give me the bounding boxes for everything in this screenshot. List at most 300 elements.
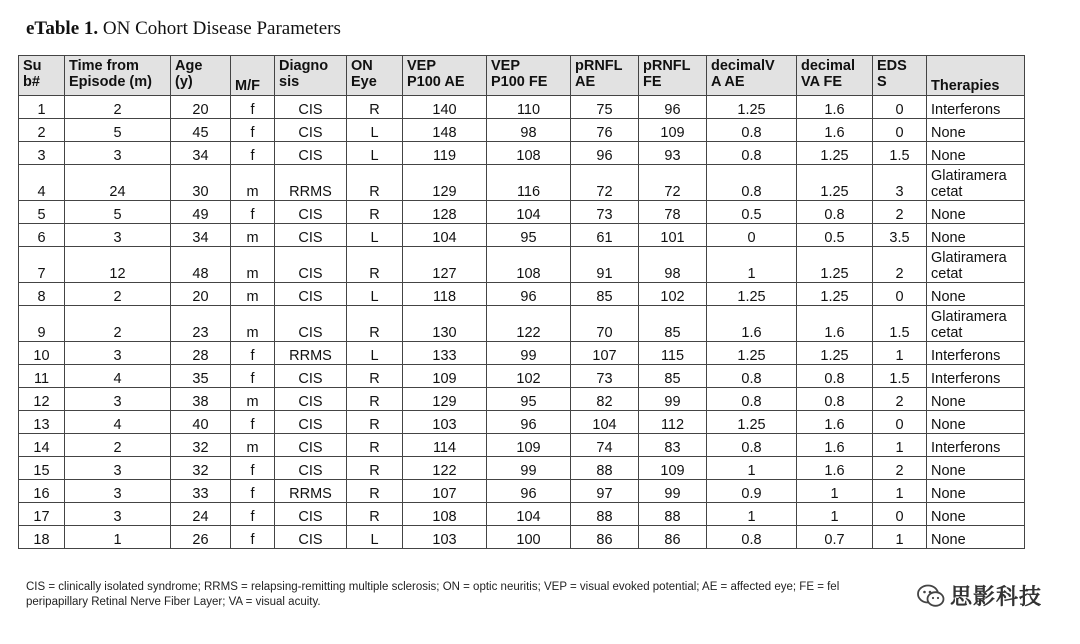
table-row	[19, 247, 1025, 283]
cell-time: 3	[65, 224, 171, 247]
therapy-line: Interferons	[931, 348, 1001, 364]
table-title-bold: eTable 1.	[26, 18, 99, 39]
cell-therapies	[927, 434, 1025, 457]
cell-time: 12	[65, 247, 171, 283]
cell-vep-ae: 129	[403, 165, 487, 201]
cell-prnfl-fe: 112	[639, 411, 707, 434]
cell-eye: R	[347, 247, 403, 283]
cell-sub: 3	[19, 142, 65, 165]
cell-edss: 3	[873, 165, 927, 201]
cell-vep-fe: 116	[487, 165, 571, 201]
header-line: sis	[279, 74, 300, 90]
cell-edss: 3.5	[873, 224, 927, 247]
cell-time: 3	[65, 342, 171, 365]
cell-prnfl-fe: 98	[639, 247, 707, 283]
cell-va-ae: 1	[707, 503, 797, 526]
cell-va-ae: 0.8	[707, 434, 797, 457]
cell-therapies	[927, 480, 1025, 503]
cell-therapies	[927, 96, 1025, 119]
cell-age: 49	[171, 201, 231, 224]
cell-time: 4	[65, 411, 171, 434]
cell-therapies	[927, 224, 1025, 247]
therapy-line: cetat	[931, 266, 963, 282]
cell-edss: 1.5	[873, 306, 927, 342]
cell-time: 3	[65, 142, 171, 165]
cell-diag: CIS	[275, 526, 347, 549]
cell-mf: f	[231, 480, 275, 503]
cell-prnfl-ae: 70	[571, 306, 639, 342]
header-line: A AE	[711, 74, 745, 90]
cell-vep-fe: 108	[487, 142, 571, 165]
cell-vep-fe: 108	[487, 247, 571, 283]
cell-therapies	[927, 365, 1025, 388]
cell-time: 2	[65, 283, 171, 306]
cell-age: 20	[171, 96, 231, 119]
cell-edss: 1	[873, 526, 927, 549]
cell-edss: 1	[873, 434, 927, 457]
table-row	[19, 306, 1025, 342]
cell-prnfl-fe: 101	[639, 224, 707, 247]
cell-vep-ae: 130	[403, 306, 487, 342]
table-row	[19, 388, 1025, 411]
cell-prnfl-fe: 115	[639, 342, 707, 365]
cell-vep-fe: 104	[487, 201, 571, 224]
cell-edss: 0	[873, 283, 927, 306]
cell-prnfl-ae: 88	[571, 457, 639, 480]
cell-sub: 18	[19, 526, 65, 549]
cell-vep-ae: 108	[403, 503, 487, 526]
table-title	[26, 18, 341, 40]
header-line: ON	[351, 58, 373, 74]
cell-time: 5	[65, 119, 171, 142]
cell-va-ae: 0.8	[707, 526, 797, 549]
cell-eye: R	[347, 480, 403, 503]
table-row	[19, 480, 1025, 503]
column-header-edss	[873, 56, 927, 96]
cell-sub: 14	[19, 434, 65, 457]
cell-diag: RRMS	[275, 480, 347, 503]
therapy-line: None	[931, 463, 966, 479]
cell-va-ae: 1.25	[707, 411, 797, 434]
table-row	[19, 526, 1025, 549]
cell-eye: R	[347, 96, 403, 119]
cell-vep-fe: 95	[487, 388, 571, 411]
cell-vep-ae: 119	[403, 142, 487, 165]
header-line: decimal	[801, 58, 855, 74]
header-line: M/F	[235, 78, 260, 94]
cell-va-ae: 0.8	[707, 119, 797, 142]
cell-diag: CIS	[275, 119, 347, 142]
cell-time: 3	[65, 503, 171, 526]
therapy-line: None	[931, 486, 966, 502]
therapy-line: None	[931, 394, 966, 410]
cell-sub: 13	[19, 411, 65, 434]
cell-prnfl-ae: 72	[571, 165, 639, 201]
cell-va-fe: 1.6	[797, 411, 873, 434]
cell-edss: 2	[873, 201, 927, 224]
cell-prnfl-ae: 91	[571, 247, 639, 283]
cell-eye: L	[347, 526, 403, 549]
header-line: Time from	[69, 58, 139, 74]
cell-mf: f	[231, 342, 275, 365]
cell-therapies	[927, 388, 1025, 411]
cell-age: 32	[171, 434, 231, 457]
cell-eye: R	[347, 165, 403, 201]
cell-vep-ae: 109	[403, 365, 487, 388]
cell-age: 35	[171, 365, 231, 388]
cell-vep-fe: 122	[487, 306, 571, 342]
cell-age: 23	[171, 306, 231, 342]
cell-eye: L	[347, 224, 403, 247]
header-line: S	[877, 74, 887, 90]
cell-age: 38	[171, 388, 231, 411]
cell-vep-fe: 96	[487, 411, 571, 434]
cell-eye: L	[347, 342, 403, 365]
cell-va-ae: 1	[707, 247, 797, 283]
cell-edss: 2	[873, 247, 927, 283]
cell-vep-ae: 103	[403, 526, 487, 549]
cell-mf: f	[231, 142, 275, 165]
cell-edss: 1	[873, 480, 927, 503]
therapy-line: None	[931, 230, 966, 246]
cell-age: 24	[171, 503, 231, 526]
cell-vep-ae: 148	[403, 119, 487, 142]
therapy-line: None	[931, 532, 966, 548]
header-line: Su	[23, 58, 42, 74]
cell-mf: m	[231, 388, 275, 411]
cell-mf: f	[231, 365, 275, 388]
cell-age: 30	[171, 165, 231, 201]
cell-mf: m	[231, 224, 275, 247]
cell-prnfl-fe: 88	[639, 503, 707, 526]
cell-prnfl-ae: 86	[571, 526, 639, 549]
cell-vep-fe: 110	[487, 96, 571, 119]
cell-diag: CIS	[275, 306, 347, 342]
cell-prnfl-ae: 107	[571, 342, 639, 365]
therapy-line: Interferons	[931, 371, 1001, 387]
cell-diag: CIS	[275, 411, 347, 434]
table-row	[19, 165, 1025, 201]
cell-va-fe: 1.25	[797, 342, 873, 365]
cell-therapies	[927, 411, 1025, 434]
header-line: Episode (m)	[69, 74, 152, 90]
cell-edss: 0	[873, 411, 927, 434]
table-body	[19, 96, 1025, 549]
therapy-line: None	[931, 207, 966, 223]
header-line: P100 AE	[407, 74, 465, 90]
cell-mf: f	[231, 411, 275, 434]
cell-vep-fe: 96	[487, 283, 571, 306]
cell-vep-ae: 104	[403, 224, 487, 247]
therapy-line: None	[931, 125, 966, 141]
cell-va-ae: 1.6	[707, 306, 797, 342]
cell-mf: f	[231, 119, 275, 142]
table-row	[19, 224, 1025, 247]
cell-therapies	[927, 119, 1025, 142]
cell-edss: 1.5	[873, 142, 927, 165]
cell-prnfl-ae: 74	[571, 434, 639, 457]
header-line: Therapies	[931, 78, 1000, 94]
cell-therapies	[927, 165, 1025, 201]
cell-vep-ae: 107	[403, 480, 487, 503]
cell-prnfl-ae: 97	[571, 480, 639, 503]
cell-va-ae: 0	[707, 224, 797, 247]
cell-prnfl-ae: 104	[571, 411, 639, 434]
header-line: VEP	[407, 58, 437, 74]
cell-eye: L	[347, 283, 403, 306]
cell-time: 3	[65, 480, 171, 503]
column-header-prnfl-ae	[571, 56, 639, 96]
cell-age: 26	[171, 526, 231, 549]
footnote-line-2: peripapillary Retinal Nerve Fiber Layer; VA = visual acuity.	[26, 596, 321, 608]
cell-diag: CIS	[275, 142, 347, 165]
cell-therapies	[927, 457, 1025, 480]
cell-vep-fe: 102	[487, 365, 571, 388]
cell-va-ae: 1.25	[707, 283, 797, 306]
cell-va-ae: 1	[707, 457, 797, 480]
cell-eye: L	[347, 119, 403, 142]
cell-age: 20	[171, 283, 231, 306]
table-row	[19, 365, 1025, 388]
therapy-line: cetat	[931, 184, 963, 200]
cell-diag: CIS	[275, 224, 347, 247]
table-row	[19, 503, 1025, 526]
cell-mf: f	[231, 457, 275, 480]
therapy-line: None	[931, 289, 966, 305]
cell-age: 40	[171, 411, 231, 434]
cell-mf: f	[231, 96, 275, 119]
cell-mf: f	[231, 201, 275, 224]
cell-prnfl-fe: 109	[639, 457, 707, 480]
cell-va-fe: 1.6	[797, 306, 873, 342]
cell-prnfl-ae: 82	[571, 388, 639, 411]
cell-mf: m	[231, 247, 275, 283]
cell-diag: CIS	[275, 283, 347, 306]
cell-prnfl-ae: 85	[571, 283, 639, 306]
cell-mf: m	[231, 434, 275, 457]
cell-va-fe: 0.8	[797, 365, 873, 388]
cell-age: 34	[171, 224, 231, 247]
cell-diag: CIS	[275, 503, 347, 526]
cell-vep-fe: 100	[487, 526, 571, 549]
table-row	[19, 119, 1025, 142]
table-row	[19, 342, 1025, 365]
cell-vep-fe: 96	[487, 480, 571, 503]
cell-va-fe: 1	[797, 480, 873, 503]
cell-therapies	[927, 283, 1025, 306]
column-header-therapies	[927, 56, 1025, 96]
footnote-line-1: CIS = clinically isolated syndrome; RRMS = relapsing-remitting multiple sclerosis; ON = optic neuritis; VEP = visual evoked potential; AE = affected eye; FE = fel	[26, 581, 840, 593]
cell-va-fe: 1	[797, 503, 873, 526]
cell-va-ae: 0.8	[707, 388, 797, 411]
cell-vep-ae: 133	[403, 342, 487, 365]
header-line: FE	[643, 74, 662, 90]
cell-va-fe: 1.6	[797, 434, 873, 457]
cell-vep-fe: 99	[487, 342, 571, 365]
cell-eye: R	[347, 503, 403, 526]
cell-vep-ae: 122	[403, 457, 487, 480]
cell-prnfl-ae: 61	[571, 224, 639, 247]
cell-therapies	[927, 142, 1025, 165]
cell-prnfl-fe: 96	[639, 96, 707, 119]
therapy-line: Interferons	[931, 440, 1001, 456]
cell-age: 34	[171, 142, 231, 165]
cell-edss: 1	[873, 342, 927, 365]
cell-va-fe: 0.7	[797, 526, 873, 549]
cell-therapies	[927, 526, 1025, 549]
column-header-eye	[347, 56, 403, 96]
cell-va-fe: 1.6	[797, 119, 873, 142]
column-header-diag	[275, 56, 347, 96]
cell-sub: 10	[19, 342, 65, 365]
cell-va-fe: 1.25	[797, 283, 873, 306]
cell-therapies	[927, 306, 1025, 342]
cell-va-ae: 0.5	[707, 201, 797, 224]
cell-va-fe: 0.8	[797, 201, 873, 224]
cell-age: 32	[171, 457, 231, 480]
cell-mf: m	[231, 283, 275, 306]
cell-prnfl-fe: 102	[639, 283, 707, 306]
cell-prnfl-ae: 75	[571, 96, 639, 119]
cell-therapies	[927, 201, 1025, 224]
table-title-rest: ON Cohort Disease Parameters	[98, 18, 341, 39]
watermark-text: 思影科技	[949, 585, 1042, 610]
cell-diag: CIS	[275, 434, 347, 457]
cell-eye: R	[347, 388, 403, 411]
table-row	[19, 201, 1025, 224]
column-header-age	[171, 56, 231, 96]
column-header-sub	[19, 56, 65, 96]
cell-vep-fe: 98	[487, 119, 571, 142]
cell-edss: 2	[873, 388, 927, 411]
table-footnote	[26, 580, 1066, 610]
therapy-line: Glatiramera	[931, 309, 1007, 325]
cell-time: 2	[65, 434, 171, 457]
cell-diag: CIS	[275, 247, 347, 283]
cell-eye: R	[347, 411, 403, 434]
cell-va-fe: 1.25	[797, 247, 873, 283]
header-line: (y)	[175, 74, 193, 90]
cell-mf: f	[231, 503, 275, 526]
cell-va-fe: 1.6	[797, 96, 873, 119]
column-header-prnfl-fe	[639, 56, 707, 96]
cell-time: 24	[65, 165, 171, 201]
cell-age: 28	[171, 342, 231, 365]
cell-vep-fe: 104	[487, 503, 571, 526]
cell-mf: m	[231, 306, 275, 342]
cell-time: 2	[65, 306, 171, 342]
cell-vep-ae: 103	[403, 411, 487, 434]
cell-prnfl-fe: 85	[639, 306, 707, 342]
table-row	[19, 434, 1025, 457]
cell-sub: 2	[19, 119, 65, 142]
cell-prnfl-fe: 99	[639, 480, 707, 503]
cell-vep-ae: 129	[403, 388, 487, 411]
cell-time: 2	[65, 96, 171, 119]
cell-edss: 0	[873, 96, 927, 119]
cell-va-fe: 1.6	[797, 457, 873, 480]
column-header-vep-ae	[403, 56, 487, 96]
cell-va-ae: 1.25	[707, 342, 797, 365]
therapy-line: Glatiramera	[931, 168, 1007, 184]
cell-prnfl-fe: 83	[639, 434, 707, 457]
cell-sub: 9	[19, 306, 65, 342]
cell-time: 3	[65, 388, 171, 411]
cell-diag: CIS	[275, 201, 347, 224]
cell-therapies	[927, 342, 1025, 365]
cell-sub: 4	[19, 165, 65, 201]
column-header-va-ae	[707, 56, 797, 96]
header-line: pRNFL	[575, 58, 623, 74]
cell-va-ae: 0.9	[707, 480, 797, 503]
therapy-line: None	[931, 417, 966, 433]
cell-time: 3	[65, 457, 171, 480]
cell-therapies	[927, 247, 1025, 283]
cell-diag: RRMS	[275, 342, 347, 365]
cell-prnfl-ae: 73	[571, 201, 639, 224]
header-row	[19, 56, 1025, 96]
cell-vep-fe: 99	[487, 457, 571, 480]
header-line: AE	[575, 74, 596, 90]
cell-sub: 1	[19, 96, 65, 119]
header-line: Diagno	[279, 58, 329, 74]
cell-va-fe: 0.8	[797, 388, 873, 411]
cell-therapies	[927, 503, 1025, 526]
cell-prnfl-fe: 99	[639, 388, 707, 411]
cell-va-ae: 0.8	[707, 142, 797, 165]
header-line: EDS	[877, 58, 907, 74]
header-line: Age	[175, 58, 203, 74]
cell-va-ae: 0.8	[707, 165, 797, 201]
header-line: decimalV	[711, 58, 775, 74]
cell-vep-fe: 109	[487, 434, 571, 457]
wechat-icon	[916, 583, 946, 609]
therapy-line: Interferons	[931, 102, 1001, 118]
cell-va-fe: 0.5	[797, 224, 873, 247]
cell-time: 5	[65, 201, 171, 224]
cell-va-fe: 1.25	[797, 165, 873, 201]
cell-vep-fe: 95	[487, 224, 571, 247]
therapy-line: Glatiramera	[931, 250, 1007, 266]
watermark	[912, 580, 1046, 611]
table-header	[19, 56, 1025, 96]
cell-va-ae: 1.25	[707, 96, 797, 119]
header-line: VA FE	[801, 74, 843, 90]
cell-diag: CIS	[275, 96, 347, 119]
cell-sub: 12	[19, 388, 65, 411]
cell-prnfl-fe: 93	[639, 142, 707, 165]
cell-eye: R	[347, 201, 403, 224]
cell-sub: 16	[19, 480, 65, 503]
cohort-table	[18, 55, 1025, 549]
cell-sub: 8	[19, 283, 65, 306]
cell-mf: m	[231, 165, 275, 201]
cell-prnfl-ae: 73	[571, 365, 639, 388]
cell-eye: L	[347, 142, 403, 165]
header-line: P100 FE	[491, 74, 548, 90]
cell-sub: 11	[19, 365, 65, 388]
column-header-mf	[231, 56, 275, 96]
column-header-time	[65, 56, 171, 96]
cell-edss: 1.5	[873, 365, 927, 388]
cell-sub: 15	[19, 457, 65, 480]
therapy-line: cetat	[931, 325, 963, 341]
table-row	[19, 142, 1025, 165]
cell-eye: R	[347, 306, 403, 342]
header-line: b#	[23, 74, 40, 90]
cell-sub: 7	[19, 247, 65, 283]
header-line: VEP	[491, 58, 521, 74]
